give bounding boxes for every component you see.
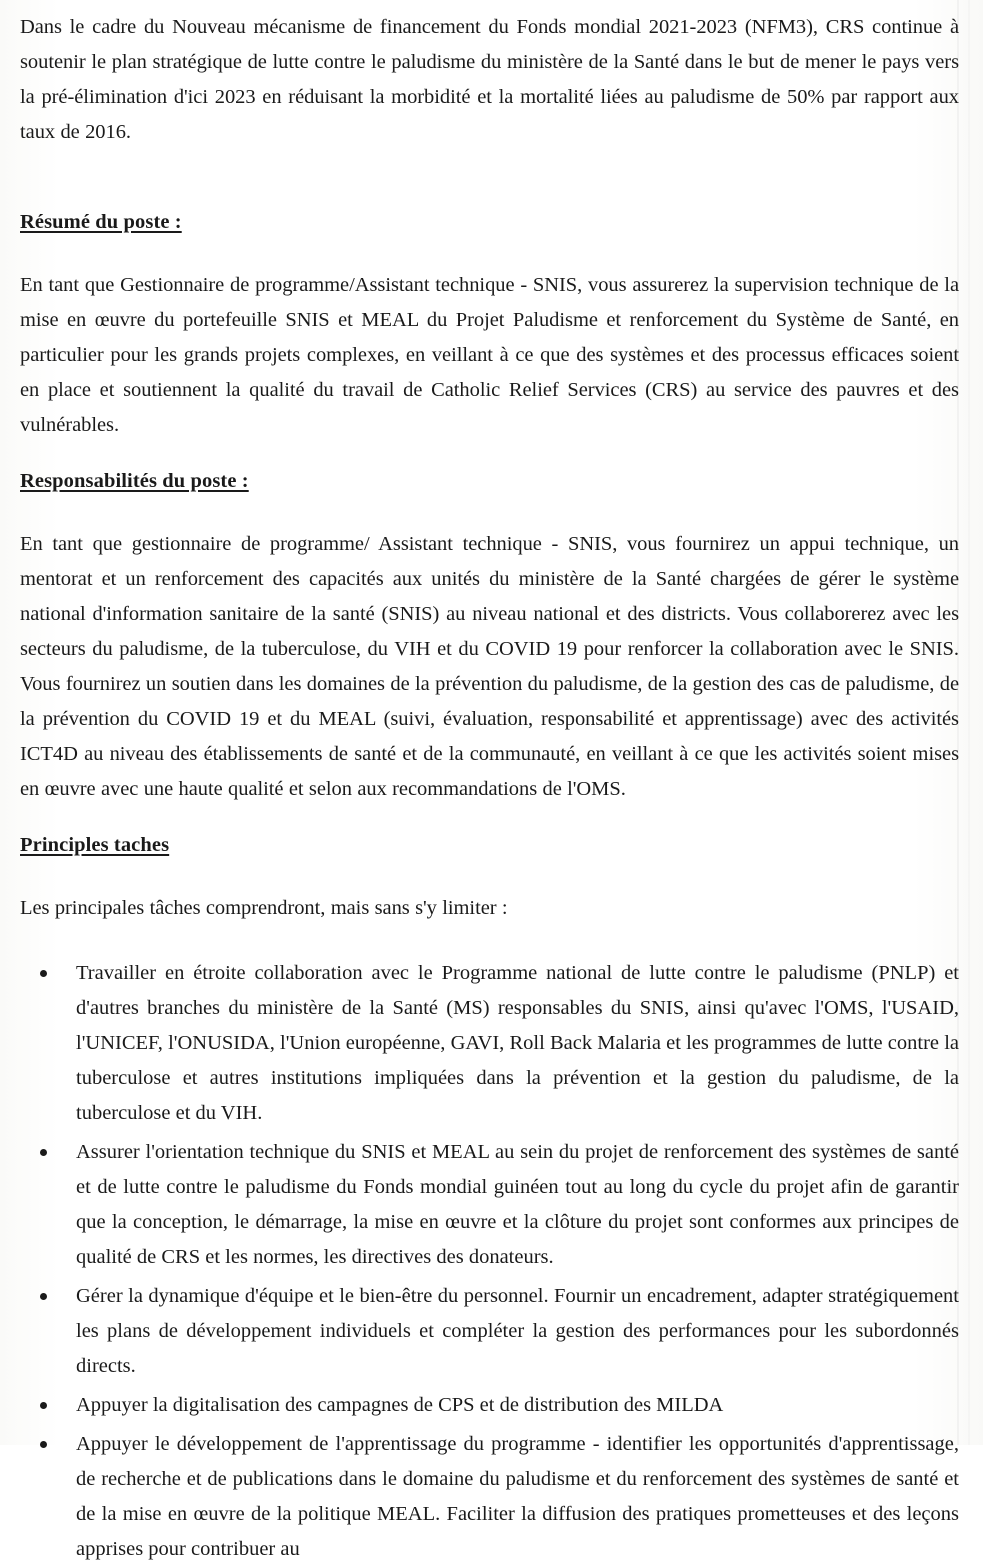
resume-paragraph: En tant que Gestionnaire de programme/Assistant technique - SNIS, vous assurerez la supervision technique de la mise en œuvre du portefeuille SNIS et MEAL du Projet Paludisme et renforcement du Système de Santé, en particulier pour les grands projets complexes, en veillant à ce que des systèmes et des processus efficaces soient en place et soutiennent la qualité du travail de Catholic Relief Services (CRS) au service des pauvres et des vulnérables. [20, 274, 959, 436]
intro-paragraph: Dans le cadre du Nouveau mécanisme de financement du Fonds mondial 2021-2023 (NFM3), CRS continue à soutenir le plan stratégique de lutte contre le paludisme du ministère de la Santé dans le but de mener le pays vers la pré-élimination d'ici 2023 en réduisant la morbidité et la mortalité liées au paludisme de 50% par rapport aux taux de 2016. [20, 16, 959, 143]
spacer [20, 861, 969, 891]
list-item [38, 1135, 959, 1275]
list-item [38, 1388, 959, 1423]
list-item-text: Appuyer le développement de l'apprentissage du programme - identifier les opportunités d'apprentissage, de recherche et de publications dans le domaine du paludisme et du renforcement des systèmes de santé et de la mise en œuvre de la politique MEAL. Faciliter la diffusion des pratiques prometteuses et des leçons apprises pour contribuer au [76, 1433, 959, 1560]
spacer [20, 807, 969, 829]
bullet-icon [40, 1402, 47, 1409]
list-item-text: Assurer l'orientation technique du SNIS et MEAL au sein du projet de renforcement des systèmes de santé et de lutte contre le paludisme du Fonds mondial guinéen tout au long du cycle du projet afin de garantir que la conception, le démarrage, la mise en œuvre et la clôture du projet sont conformes aux principes de qualité de CRS et les normes, les directives des donateurs. [76, 1141, 959, 1268]
responsabilites-paragraph: En tant que gestionnaire de programme/ Assistant technique - SNIS, vous fournirez un appui technique, un mentorat et un renforcement des capacités aux unités du ministère de la Santé chargées de gérer le système national d'information sanitaire de la santé (SNIS) au niveau national et des districts. Vous collaborerez avec les secteurs du paludisme, de la tuberculose, du VIH et du COVID 19 pour renforcer la collaboration avec le SNIS. Vous fournirez un soutien dans les domaines de la prévention du paludisme, de la gestion des cas de paludisme, de la prévention du COVID 19 et du MEAL (suivi, évaluation, responsabilité et apprentissage) avec des activités ICT4D au niveau des établissements de santé et de la communauté, en veillant à ce que les activités soient mises en œuvre avec une haute qualité et selon aux recommandations de l'OMS. [20, 533, 959, 800]
section-heading-responsabilites: Responsabilités du poste : [20, 470, 249, 492]
list-item [38, 1279, 959, 1384]
spacer [20, 238, 969, 268]
list-item-text: Gérer la dynamique d'équipe et le bien-être du personnel. Fournir un encadrement, adapter stratégiquement les plans de développement individuels et compléter la gestion des performances pour les subordonnés directs. [76, 1285, 959, 1377]
bullet-icon [40, 970, 47, 977]
section-heading-resume: Résumé du poste : [20, 211, 182, 233]
list-item-text: Appuyer la digitalisation des campagnes de CPS et de distribution des MILDA [76, 1394, 724, 1416]
list-item [38, 956, 959, 1131]
section-heading-principes-taches: Principles taches [20, 834, 170, 856]
list-item-text: Travailler en étroite collaboration avec le Programme national de lutte contre le paludisme (PNLP) et d'autres branches du ministère de la Santé (MS) responsables du SNIS, ainsi qu'avec l'OMS, l'USAID, l'UNICEF, l'ONUSIDA, l'Union européenne, GAVI, Roll Back Malaria et les programmes de lutte contre la tuberculose et autres institutions impliquées dans la prévention et la gestion du paludisme, de la tuberculose et du VIH. [76, 962, 959, 1124]
bullet-icon [40, 1293, 47, 1300]
tasks-intro-text: Les principales tâches comprendront, mais sans s'y limiter : [20, 897, 508, 919]
spacer [20, 497, 969, 527]
spacer [20, 926, 969, 956]
list-item [38, 1427, 959, 1567]
spacer [20, 150, 969, 206]
bullet-icon [40, 1149, 47, 1156]
tasks-list [20, 956, 969, 1567]
spacer [20, 443, 969, 465]
